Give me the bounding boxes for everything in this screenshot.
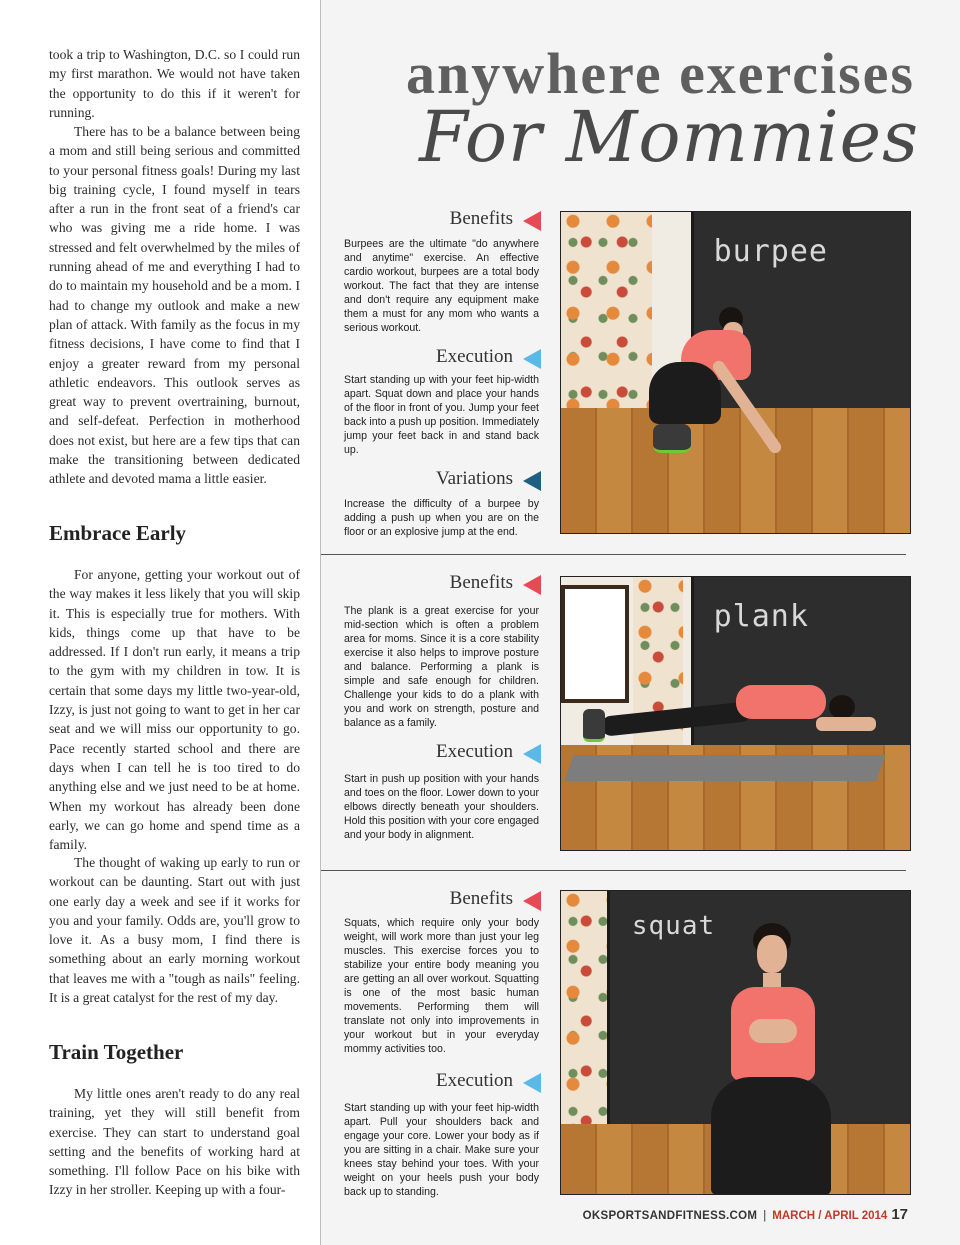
curtain: [633, 577, 683, 767]
article-paragraph-train: My little ones aren't ready to do any real training, yet they will still benefit from exercise. They can start to understand goal setting and the benefits of working hard at something. I'll follow Pace on his bike with Izzy in her stroller. Keeping up with a four-: [49, 1086, 300, 1198]
article-paragraph-embrace-2: The thought of waking up early to run or workout can be daunting. Start out with just one early day a week and see if it works for you and your family. Odds are, you'll grow to love it. As a busy mom, I find there is something about an early morning workout that leaves me with a "tough as nails" feeling. It is a great catalyst for the rest of my day.: [49, 855, 300, 1006]
plank-execution-heading: Execution: [321, 741, 541, 767]
burpee-photo: [560, 211, 911, 534]
plank-benefits-heading: Benefits: [321, 572, 541, 598]
execution-triangle-icon: [523, 349, 541, 369]
squat-chalk-label: squat: [631, 911, 716, 941]
section-divider: [321, 554, 906, 555]
footer-site: OKSPORTSANDFITNESS.COM: [582, 1210, 758, 1222]
burpee-variations-heading: Variations: [321, 468, 541, 494]
burpee-variations-text: Increase the difficulty of a burpee by adding a push up when you are on the floor or an explosive jump at the end.: [344, 498, 539, 538]
sidebar-title: anywhere exercises: [405, 41, 915, 106]
article-paragraph-intro: took a trip to Washington, D.C. so I could run my first marathon. We would not have taken the opportunity to do this if it weren't for running.: [49, 47, 300, 120]
exercise-sidebar: [321, 0, 960, 1245]
article-column: [0, 0, 321, 1245]
execution-triangle-icon: [523, 1073, 541, 1093]
footer-separator: |: [763, 1210, 767, 1222]
squat-execution-heading: Execution: [321, 1070, 541, 1096]
squat-photo: [560, 890, 911, 1195]
exercise-mat: [564, 755, 885, 781]
curtain: [561, 891, 610, 1151]
execution-triangle-icon: [523, 744, 541, 764]
burpee-execution-text: Start standing up with your feet hip-width apart. Squat down and place your hands of the floor in front of you. Jump your feet back into a push up position. Immediately jump your feet back in and stand back up.: [344, 374, 539, 456]
squat-execution-text: Start standing up with your feet hip-width apart. Pull your shoulders back and engage your core. Lower your body as if you are sitting in a chair. Make sure your knees stay behind your toes. With your weight on your heels push your body back up to standing.: [344, 1102, 539, 1198]
sidebar-title-script: For Mommies: [419, 96, 919, 178]
section-divider: [321, 870, 906, 871]
benefits-triangle-icon: [523, 575, 541, 595]
window: [561, 585, 629, 703]
section-heading-train-together: Train Together: [49, 1040, 184, 1064]
article-paragraph-embrace-1: For anyone, getting your workout out of the way makes it less likely that you will skip it. This is especially true for mothers. With kids, things come up that have to be addressed. If I don't run early, it means a trip to the gym with my children in tow. It is certain that some days my little two-year-old, Izzy, is just not going to want to get in her car seat and we will miss our opportunity to go. Pace recently started school and there are days when I can tell he is too tired to do anything else and we just need to be at home. When my workout has already been done early, we can go home and spend time as a family.: [49, 567, 300, 853]
plank-benefits-text: The plank is a great exercise for your mid-section which is often a problem area for moms. Since it is a core stability exercise it also helps to improve posture and balance. Performing a plank is simple and safe enough for children. Challenge your kids to do a plank with you and work on strength, posture and balance as a family.: [344, 605, 539, 729]
variations-triangle-icon: [523, 471, 541, 491]
burpee-chalk-label: burpee: [713, 234, 828, 269]
squat-benefits-heading: Benefits: [321, 888, 541, 914]
benefits-triangle-icon: [523, 211, 541, 231]
burpee-benefits-heading: Benefits: [321, 208, 541, 234]
page-footer: [583, 1206, 908, 1223]
page-number: 17: [891, 1206, 908, 1223]
benefits-triangle-icon: [523, 891, 541, 911]
wood-floor: [561, 408, 910, 533]
chalkboard: [691, 577, 910, 772]
burpee-execution-heading: Execution: [321, 346, 541, 372]
burpee-benefits-text: Burpees are the ultimate "do anywhere and anytime" exercise. An effective cardio workout, burpees are a total body workout. The fact that they are intense and don't require any equipment make them a must for any mom who wants a serious workout.: [344, 238, 539, 334]
section-heading-embrace-early: Embrace Early: [49, 521, 187, 545]
squat-benefits-text: Squats, which require only your body weight, will work more than just your leg muscles. This exercise forces you to stabilize your entire body meaning you are getting an all over workout. Squatting is one of the most basic human movements. Performing them will translate not only into improvements in your workout but in your everyday mommy activities too.: [344, 917, 539, 1055]
plank-photo: [560, 576, 911, 851]
article-paragraph-balance: There has to be a balance between being a mom and still being serious and committed to your personal fitness goals! During my last big training cycle, I found myself in tears after a run in the front seat of a friend's car who was giving me a ride home. I was stressed and felt overwhelmed by the miles of running ahead of me and everything I had to do to maintain my household and be a mom. I had to change my outlook and make a new plan of attack. With family as the focus in my fitness decisions, I have come to find that I enjoy a greater reward from my personal athletic endeavors. This outlook serves as great way to prevent overtraining, burnout, and self-defeat. Perfection in motherhood does not exist, but here are a few tips that can make the transitioning between dedicated athlete and devoted mama a little easier.: [49, 124, 300, 487]
plank-chalk-label: plank: [713, 599, 809, 634]
footer-issue: MARCH / APRIL 2014: [772, 1210, 888, 1222]
plank-execution-text: Start in push up position with your hands and toes on the floor. Lower down to your elbows directly beneath your shoulders. Hold this position with your core engaged and your body in alignment.: [344, 773, 539, 841]
